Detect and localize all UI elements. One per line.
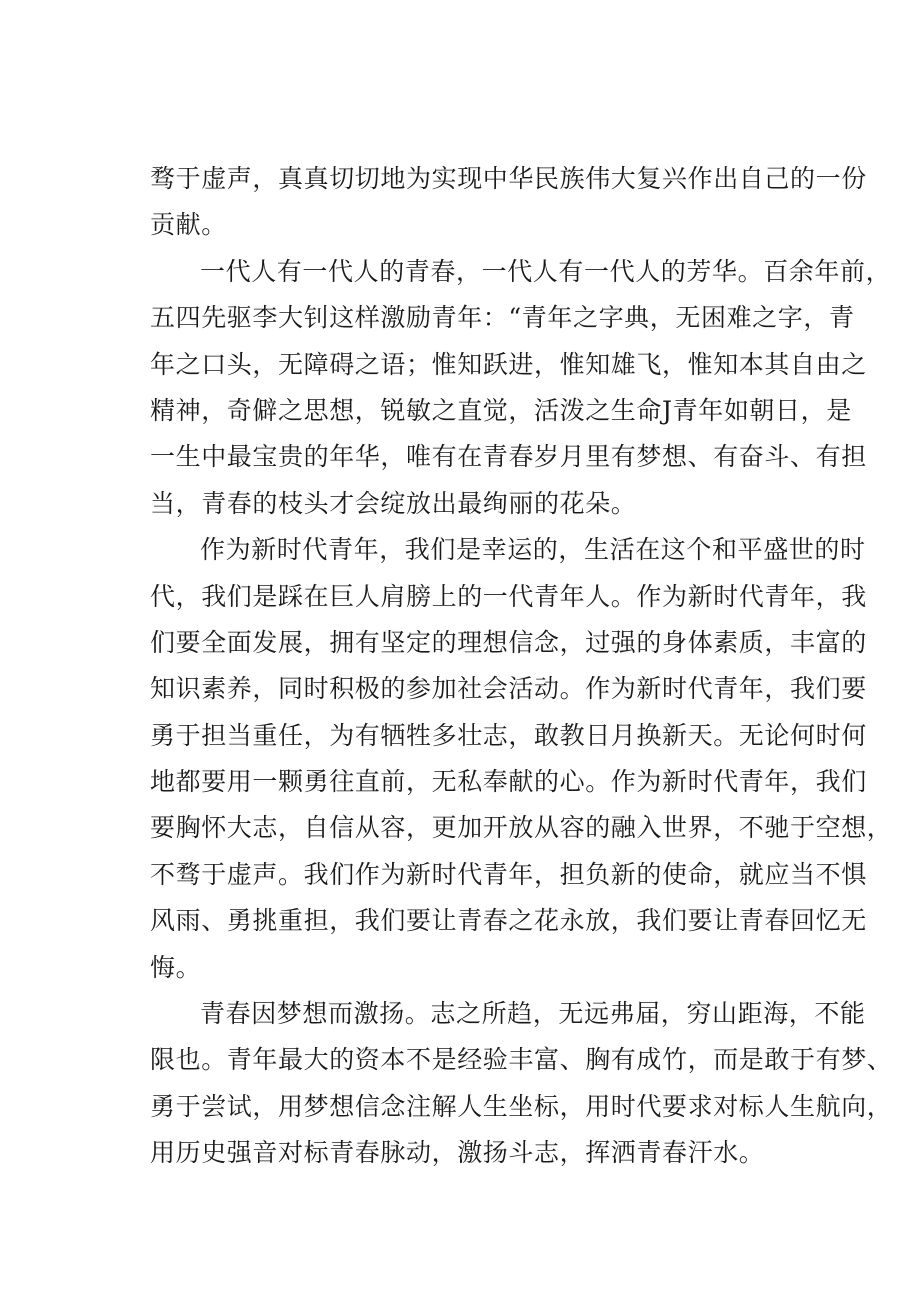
text-line: 要胸怀大志，自信从容，更加开放从容的融入世界，不驰于空想，: [150, 813, 893, 843]
text-line: 用历史强音对标青春脉动，激扬斗志，挥洒青春汗水。: [150, 1138, 765, 1168]
text-line: 当，青春的枝头才会绽放出最绚丽的花朵。: [150, 488, 637, 518]
text-line: 风雨、勇挑重担，我们要让青春之花永放，我们要让青春回忆无: [150, 906, 867, 936]
text-line: 不骛于虚声。我们作为新时代青年，担负新的使命，就应当不惧: [150, 859, 867, 889]
text-line: 五四先驱李大钊这样激励青年：“青年之字典，无困难之字，青: [150, 303, 855, 333]
text-line: 勇于担当重任，为有牺牲多壮志，敢教日月换新天。无论何时何: [150, 720, 867, 750]
text-line: 青春因梦想而激扬。志之所趋，无远弗届，穷山距海，不能: [200, 999, 866, 1029]
document-page: [150, 156, 893, 1177]
text-line: 限也。青年最大的资本不是经验丰富、胸有成竹，而是敢于有梦、: [150, 1045, 893, 1075]
text-line: 贡献。: [150, 210, 227, 240]
text-line: 们要全面发展，拥有坚定的理想信念，过强的身体素质，丰富的: [150, 627, 867, 657]
text-line: 知识素养，同时积极的参加社会活动。作为新时代青年，我们要: [150, 674, 867, 704]
text-line: 一代人有一代人的青春，一代人有一代人的芳华。百余年前，: [200, 256, 892, 286]
text-line: 悔。: [150, 952, 202, 982]
text-line: 代，我们是踩在巨人肩膀上的一代青年人。作为新时代青年，我: [150, 581, 867, 611]
paragraph-dream: [150, 991, 893, 1177]
text-line: 地都要用一颗勇往直前，无私奉献的心。作为新时代青年，我们: [150, 767, 867, 797]
text-line: 勇于尝试，用梦想信念注解人生坐标，用时代要求对标人生航向，: [150, 1091, 893, 1121]
text-line: 年之口头，无障碍之语；惟知跃进，惟知雄飞，惟知本其自由之: [150, 349, 867, 379]
text-line: 骛于虚声，真真切切地为实现中华民族伟大复兴作出自己的一份: [150, 164, 867, 193]
text-line: 作为新时代青年，我们是幸运的，生活在这个和平盛世的时: [200, 535, 866, 565]
text-line: 精神，奇僻之思想，锐敏之直觉，活泼之生命J青年如朝日，是: [150, 395, 852, 425]
paragraph-li-dazhao: [150, 249, 892, 527]
paragraph-new-era-youth: [150, 527, 893, 991]
paragraph-continuation: [150, 156, 867, 249]
text-line: 一生中最宝贵的年华，唯有在青春岁月里有梦想、有奋斗、有担: [150, 442, 867, 472]
